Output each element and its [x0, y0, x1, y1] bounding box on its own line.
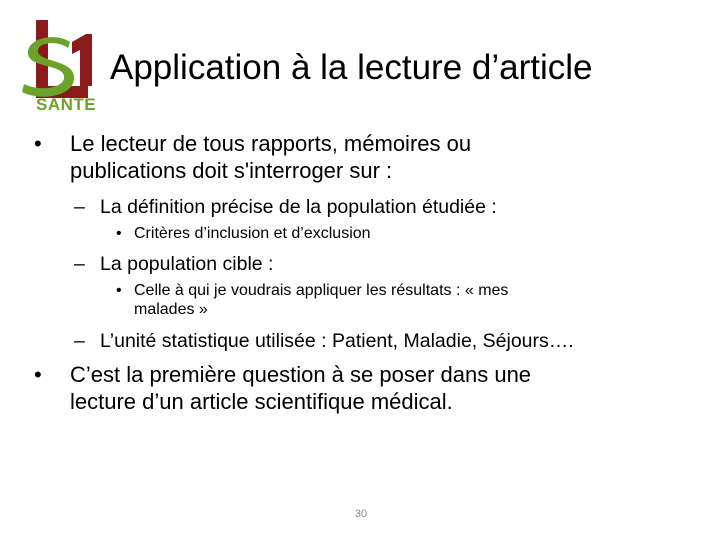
bullet-marker: •: [116, 282, 122, 299]
bullet-text-line: lecture d’un article scientifique médical.: [70, 389, 453, 414]
bullet-text-line: Le lecteur de tous rapports, mémoires ou: [70, 131, 472, 156]
sub-bullet-text: L’unité statistique utilisée : Patient, Maladie, Séjours….: [100, 330, 574, 352]
bullet-marker: •: [34, 131, 42, 156]
bullet-text-line: publications doit s'interroger sur :: [70, 158, 393, 183]
slide-title: Application à la lecture d’article: [110, 48, 593, 87]
sub-bullet-text: La population cible :: [100, 253, 274, 275]
sub-bullet-text: La définition précise de la population étudiée :: [100, 196, 497, 218]
dash-marker: –: [74, 196, 85, 218]
bullet-text-line: C’est la première question à se poser dans une: [70, 362, 532, 387]
logo-caption: SANTE: [36, 95, 97, 114]
bullet-marker: •: [34, 362, 42, 387]
sub-sub-bullet-text-line: malades »: [134, 301, 208, 318]
sub-sub-bullet-text-line: Celle à qui je voudrais appliquer les résultats : « mes: [134, 282, 509, 299]
sub-sub-bullet-text: Critères d’inclusion et d’exclusion: [134, 225, 371, 242]
dash-marker: –: [74, 330, 85, 352]
dash-marker: –: [74, 253, 85, 275]
page-number: 30: [354, 508, 368, 520]
bullet-marker: •: [116, 225, 122, 242]
